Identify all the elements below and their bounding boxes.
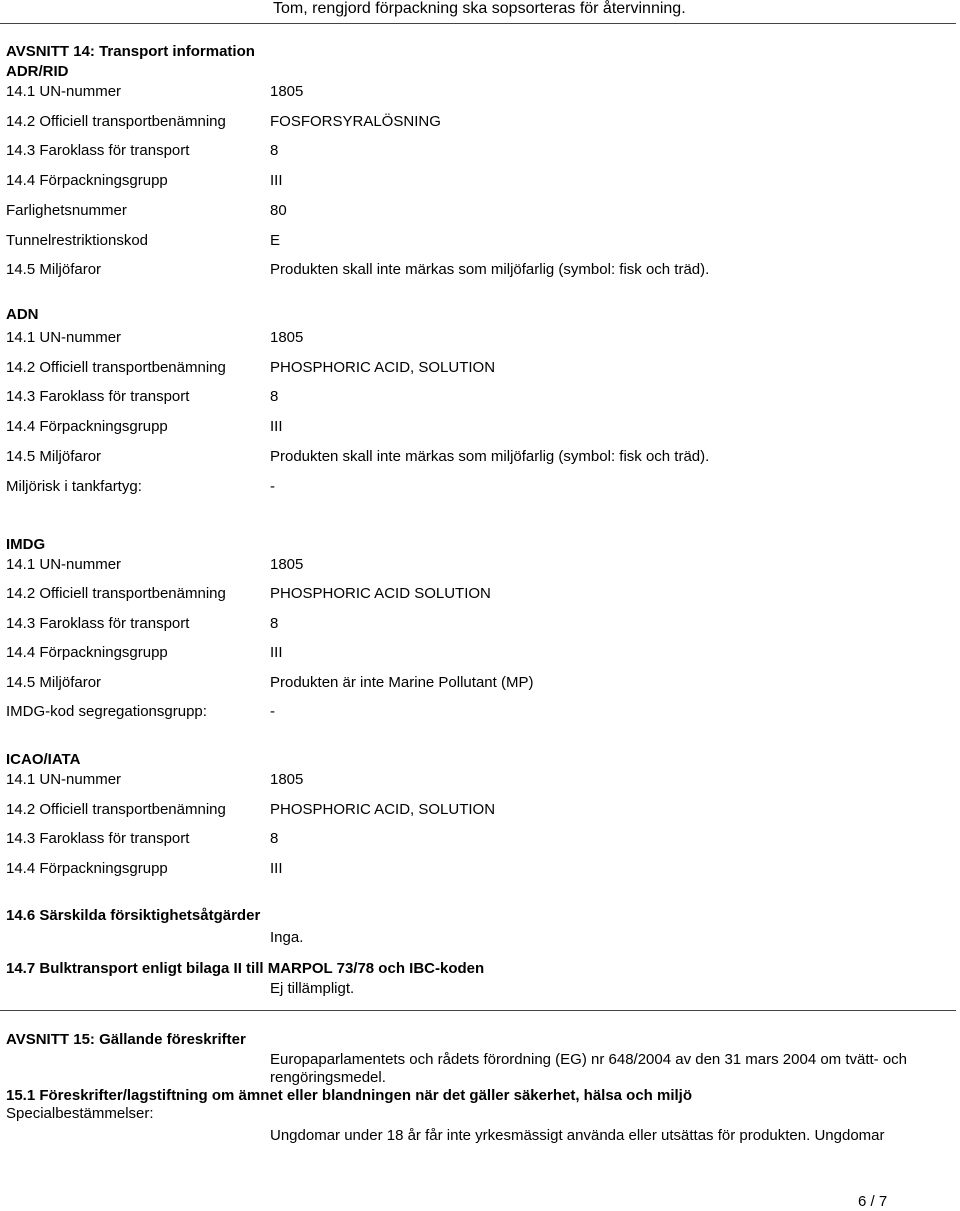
row-label: Miljörisk i tankfartyg: — [6, 478, 142, 495]
row-value: III — [270, 644, 283, 661]
imdg-heading: IMDG — [6, 536, 46, 553]
row-value: PHOSPHORIC ACID, SOLUTION — [270, 801, 496, 818]
row-label: 14.4 Förpackningsgrupp — [6, 418, 168, 435]
row-value: 1805 — [270, 83, 304, 100]
row-value: 8 — [270, 142, 279, 159]
row-label: 14.2 Officiell transportbenämning — [6, 359, 226, 376]
special-provisions-text: Ungdomar under 18 år får inte yrkesmässigt använda eller utsättas för produkten. Ungdomar — [270, 1127, 885, 1144]
row-label: 14.1 UN-nummer — [6, 83, 122, 100]
row-label: 14.2 Officiell transportbenämning — [6, 113, 226, 130]
row-value: 1805 — [270, 771, 304, 788]
row-label: 14.5 Miljöfaror — [6, 448, 102, 465]
row-label: IMDG-kod segregationsgrupp: — [6, 703, 207, 720]
row-value: III — [270, 172, 283, 189]
row-label: 14.1 UN-nummer — [6, 329, 122, 346]
top-divider — [0, 23, 956, 24]
row-value: III — [270, 418, 283, 435]
section-14-6-value: Inga. — [270, 929, 304, 946]
row-value: Produkten skall inte märkas som miljöfarlig (symbol: fisk och träd). — [270, 261, 710, 278]
row-label: 14.1 UN-nummer — [6, 771, 122, 788]
row-label: 14.1 UN-nummer — [6, 556, 122, 573]
row-value: 80 — [270, 202, 287, 219]
section-14-6-heading: 14.6 Särskilda försiktighetsåtgärder — [6, 907, 261, 924]
section-divider — [0, 1010, 956, 1011]
row-value: PHOSPHORIC ACID SOLUTION — [270, 585, 491, 602]
section-14-7-value: Ej tillämpligt. — [270, 980, 355, 997]
section-15-title: AVSNITT 15: Gällande föreskrifter — [6, 1031, 246, 1048]
row-label: 14.3 Faroklass för transport — [6, 142, 190, 159]
row-value: - — [270, 478, 275, 495]
row-value: PHOSPHORIC ACID, SOLUTION — [270, 359, 496, 376]
section-14-title: AVSNITT 14: Transport information — [6, 43, 255, 60]
section-14-7-heading: 14.7 Bulktransport enligt bilaga II till MARPOL 73/78 och IBC-koden — [6, 960, 485, 977]
row-value: 1805 — [270, 556, 304, 573]
row-label: 14.4 Förpackningsgrupp — [6, 860, 168, 877]
row-label: Farlighetsnummer — [6, 202, 127, 219]
row-label: 14.2 Officiell transportbenämning — [6, 585, 226, 602]
top-note: Tom, rengjord förpackning ska sopsorteras för återvinning. — [273, 0, 686, 17]
row-value: - — [270, 703, 275, 720]
row-value: FOSFORSYRALÖSNING — [270, 113, 441, 130]
regulation-line-1: Europaparlamentets och rådets förordning (EG) nr 648/2004 av den 31 mars 2004 om tvätt- och — [270, 1051, 908, 1068]
row-label: 14.4 Förpackningsgrupp — [6, 644, 168, 661]
special-provisions-label: Specialbestämmelser: — [6, 1105, 154, 1122]
row-value: 8 — [270, 615, 279, 632]
section-15-1-heading: 15.1 Föreskrifter/lagstiftning om ämnet eller blandningen när det gäller säkerhet, hälsa och miljö — [6, 1087, 693, 1104]
icao-heading: ICAO/IATA — [6, 751, 81, 768]
row-label: 14.3 Faroklass för transport — [6, 615, 190, 632]
row-label: 14.5 Miljöfaror — [6, 674, 102, 691]
row-label: 14.5 Miljöfaror — [6, 261, 102, 278]
row-value: E — [270, 232, 281, 249]
row-value: III — [270, 860, 283, 877]
row-label: Tunnelrestriktionskod — [6, 232, 149, 249]
row-value: Produkten skall inte märkas som miljöfarlig (symbol: fisk och träd). — [270, 448, 710, 465]
row-label: 14.3 Faroklass för transport — [6, 830, 190, 847]
adn-heading: ADN — [6, 306, 39, 323]
row-value: 8 — [270, 830, 279, 847]
page-number: 6 / 7 — [858, 1193, 888, 1210]
regulation-line-2: rengöringsmedel. — [270, 1069, 386, 1086]
adr-heading: ADR/RID — [6, 63, 69, 80]
row-value: Produkten är inte Marine Pollutant (MP) — [270, 674, 534, 691]
row-label: 14.2 Officiell transportbenämning — [6, 801, 226, 818]
row-value: 8 — [270, 388, 279, 405]
row-label: 14.4 Förpackningsgrupp — [6, 172, 168, 189]
row-label: 14.3 Faroklass för transport — [6, 388, 190, 405]
row-value: 1805 — [270, 329, 304, 346]
